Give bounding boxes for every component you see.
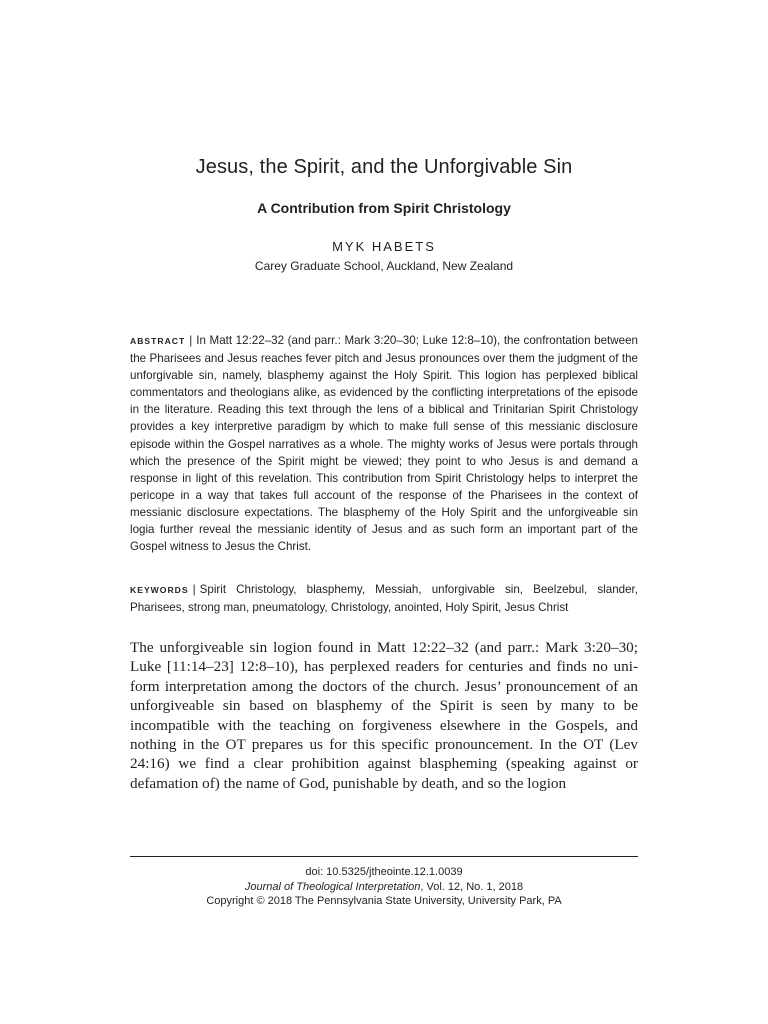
copyright: Copyright © 2018 The Pennsylvania State University, University Park, PA — [206, 895, 562, 908]
footer — [0, 865, 768, 909]
abstract-separator: | — [189, 334, 193, 347]
journal-name: Journal of Theological Interpretation — [244, 880, 421, 893]
keywords — [130, 581, 638, 616]
article-title: Jesus, the Spirit, and the Unforgivable Sin — [195, 156, 573, 178]
body-paragraph: The unforgiveable sin logion found in Matt 12:22–32 (and parr.: Mark 3:20–30; Luke [11:14–23] 12:8–10), has perplexed readers for centuries and finds no uniform interpretation among the doctors of the church. Jesus’ pronouncement of an unforgiveable sin based on blasphemy of the Spirit is seen by many to be incompatible with the teaching on forgiveness elsewhere in the Gospels, and nothing in the OT prepares us for this specific pronouncement. In the OT (Lev 24:16) we find a clear prohibition against blaspheming (speaking against or defamation of) the name of God, punishable by death, and so the logion — [130, 639, 638, 792]
footer-divider — [130, 856, 638, 857]
abstract — [130, 332, 638, 555]
article-subtitle: A Contribution from Spirit Christology — [257, 200, 511, 216]
abstract-label: ABSTRACT — [130, 336, 186, 346]
keywords-label: KEYWORDS — [130, 585, 189, 595]
journal-issue: , Vol. 12, No. 1, 2018 — [420, 880, 524, 893]
abstract-text: In Matt 12:22–32 (and parr.: Mark 3:20–30; Luke 12:8–10), the confrontation between the Pharisees and Jesus reaches fever pitch and Jesus pronounces over them the judgment of the unforgivable sin, namely, blasphemy against the Holy Spirit. This logion has perplexed biblical commentators and theologians alike, as evidenced by the conflicting interpretations of the episode in the literature. Reading this text through the lens of a biblical and Trinitarian Spirit Christology provides a key interpretive paradigm by which to make full sense of this messianic disclosure episode within the Gospel narratives as a whole. The mighty works of Jesus were portals through which the presence of the Spirit might be viewed; they point to who Jesus is and demand a response in light of this revelation. This contribution from Spirit Christology helps to interpret the pericope in a way that takes full account of the response of the Pharisees in the context of messianic disclosure expectations. The blasphemy of the Holy Spirit and the unforgiveable sin logia further reveal the messianic identity of Jesus and as such form an important part of the Gospel witness to Jesus the Christ. — [130, 334, 638, 554]
doi: doi: 10.5325/jtheointe.12.1.0039 — [305, 866, 463, 878]
keywords-separator: | — [192, 583, 196, 596]
journal-citation — [0, 880, 768, 895]
author-affiliation: Carey Graduate School, Auckland, New Zealand — [254, 259, 514, 273]
author-name: MYK HABETS — [332, 239, 436, 254]
keywords-text: Spirit Christology, blasphemy, Messiah, unforgivable sin, Beelzebul, slander, Pharisees, strong man, pneumatology, Christology, anointed, Holy Spirit, Jesus Christ — [130, 583, 638, 615]
